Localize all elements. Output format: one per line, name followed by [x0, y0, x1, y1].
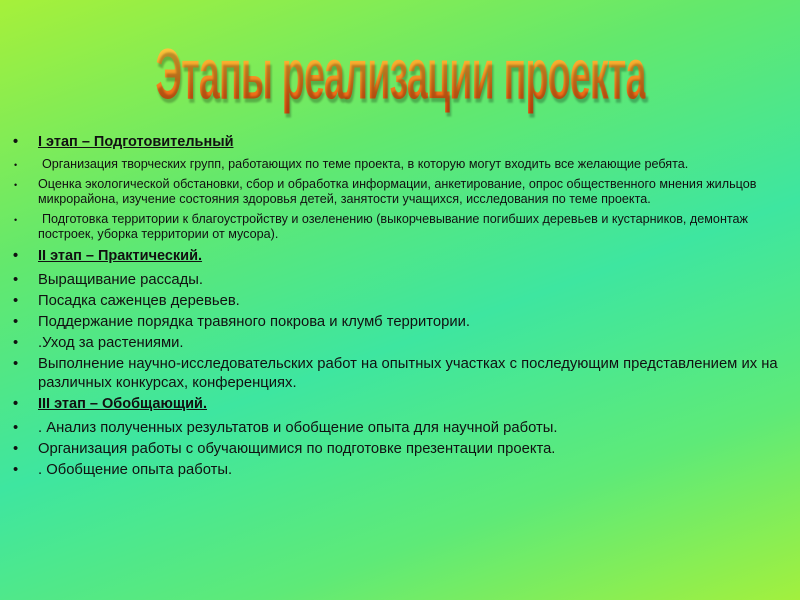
stage-2-item: [12, 355, 782, 393]
bullet: •: [13, 293, 19, 309]
bullet: •: [13, 420, 19, 436]
bullet: •: [13, 134, 19, 150]
item-text: Организация творческих групп, работающих по теме проекта, в которую могут входить все желающие ребята.: [42, 157, 689, 171]
bullet: •: [13, 356, 19, 372]
stage-3-heading: [12, 395, 782, 413]
slide-title: Этапы реализации проекта: [154, 34, 646, 116]
stage-1-heading: [12, 133, 782, 151]
bullet: •: [13, 462, 19, 478]
bullet: •: [13, 314, 19, 330]
item-text: Поддержание порядка травяного покрова и клумб территории.: [38, 314, 470, 330]
stage-2-item: [12, 292, 782, 311]
bullet: •: [13, 335, 19, 351]
bullet: •: [13, 272, 19, 288]
item-text: Оценка экологической обстановки, сбор и обработка информации, анкетирование, опрос общественного мнения жильцов микрорайона, изучение состояния здоровья детей, занятости учащихся, исследования по теме проекта.: [38, 177, 757, 206]
stage-2-item: [12, 334, 782, 353]
stage-heading-text: II этап – Практический.: [38, 248, 203, 264]
stage-2-heading: [12, 247, 782, 265]
stage-heading-text: III этап – Обобщающий.: [38, 396, 207, 412]
item-text: .Уход за растениями.: [38, 335, 184, 351]
bullet: •: [13, 248, 19, 264]
item-text: Выполнение научно-исследовательских работ на опытных участках с последующим представлением их на различных конкурсах, конференциях.: [38, 356, 778, 391]
stage-2-item: [12, 313, 782, 332]
stages-list: [12, 133, 782, 482]
stage-heading-text: I этап – Подготовительный: [38, 134, 234, 150]
stage-1-item: [12, 177, 782, 207]
item-text: . Обобщение опыта работы.: [38, 462, 233, 478]
item-text: Посадка саженцев деревьев.: [38, 293, 240, 309]
stage-1-item: [12, 157, 782, 172]
stage-2-item: [12, 271, 782, 290]
item-text: Организация работы с обучающимися по подготовке презентации проекта.: [38, 441, 556, 457]
stage-3-item: [12, 419, 782, 438]
stage-3-item: [12, 440, 782, 459]
bullet: •: [14, 160, 18, 170]
item-text: Выращивание рассады.: [38, 272, 203, 288]
stage-3-item: [12, 461, 782, 480]
stage-1-item: [12, 212, 782, 242]
item-text: Подготовка территории к благоустройству и озеленению (выкорчевывание погибших деревьев и кустарников, демонтаж построек, уборка территории от мусора).: [38, 212, 748, 241]
bullet: •: [13, 396, 19, 412]
bullet: •: [14, 215, 18, 225]
title-area: [0, 30, 800, 120]
bullet: •: [14, 180, 18, 190]
item-text: . Анализ полученных результатов и обобщение опыта для научной работы.: [38, 420, 558, 436]
bullet: •: [13, 441, 19, 457]
